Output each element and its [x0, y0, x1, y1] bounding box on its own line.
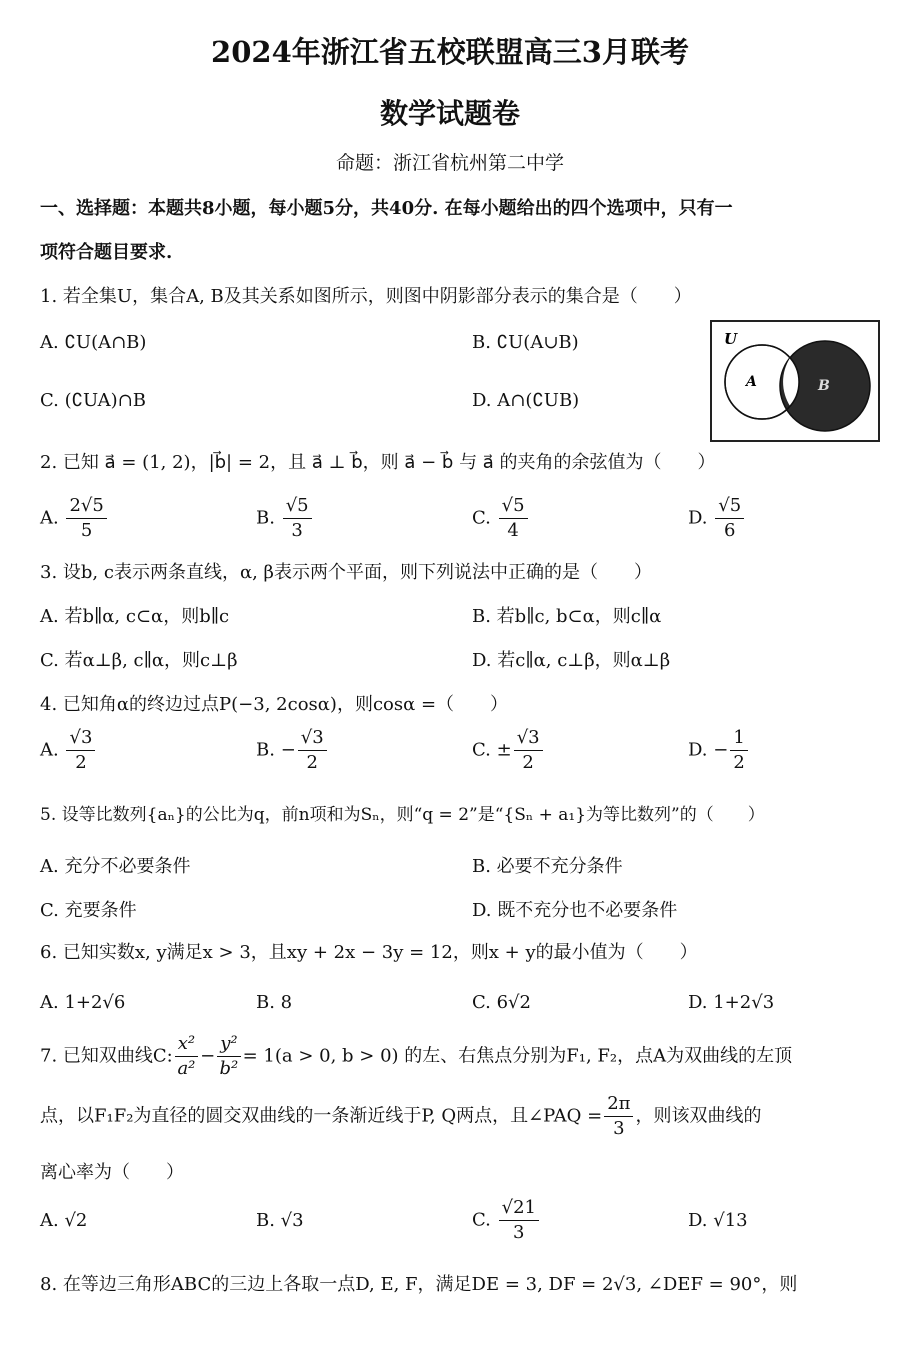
- q6-option-a: A. 1+2√6: [40, 992, 126, 1013]
- q4-stem: 4. 已知角α的终边过点P(−3, 2cosα)，则cosα =（ ）: [40, 694, 509, 715]
- q2-option-a: A. $\frac{2√5}{5}$: [40, 494, 109, 543]
- section-heading-line1: 一、选择题：本题共8小题，每小题5分，共40分. 在每小题给出的四个选项中，只有一: [40, 198, 733, 219]
- q4-option-c: C. ± $\frac{√3}{2}$: [472, 726, 545, 775]
- exam-title: 2024年浙江省五校联盟高三3月联考: [211, 35, 689, 69]
- q2-option-c: C. $\frac{√5}{4}$: [472, 494, 530, 543]
- venn-label-a: A: [746, 374, 757, 390]
- exam-subtitle: 数学试题卷: [379, 97, 520, 130]
- q7-stem-line2: 点，以F₁F₂为直径的圆交双曲线的一条渐近线于P, Q两点，且∠PAQ = $\frac{2\pi}{3}$ ，则该双曲线的: [40, 1093, 762, 1139]
- q6-option-d: D. 1+2√3: [688, 992, 775, 1013]
- q1-option-d: D. A∩(∁UB): [472, 390, 580, 411]
- q7-option-b: B. √3: [256, 1210, 304, 1231]
- q4-option-d: D. − $\frac{1}{2}$: [688, 726, 750, 775]
- q4-option-a: A. $\frac{√3}{2}$: [40, 726, 97, 775]
- venn-label-u: U: [724, 330, 738, 348]
- q1-stem: 1. 若全集U，集合A, B及其关系如图所示，则图中阴影部分表示的集合是（ ）: [40, 286, 692, 307]
- q3-option-a: A. 若b∥α, c⊂α，则b∥c: [40, 606, 230, 627]
- venn-diagram: [710, 320, 880, 442]
- q3-option-c: C. 若α⊥β, c∥α，则c⊥β: [40, 650, 238, 671]
- q5-option-c: C. 充要条件: [40, 900, 137, 921]
- q5-option-d: D. 既不充分也不必要条件: [472, 900, 678, 921]
- q7-option-a: A. √2: [40, 1210, 88, 1231]
- q5-option-b: B. 必要不充分条件: [472, 856, 623, 877]
- q1-option-a: A. ∁U(A∩B): [40, 332, 147, 353]
- q5-stem: 5. 设等比数列{aₙ}的公比为q，前n项和为Sₙ，则“q = 2”是“{Sₙ + a₁}为等比数列”的（ ）: [40, 805, 765, 825]
- q3-stem: 3. 设b, c表示两条直线，α, β表示两个平面，则下列说法中正确的是（ ）: [40, 562, 652, 583]
- q3-option-d: D. 若c∥α, c⊥β，则α⊥β: [472, 650, 671, 671]
- q6-option-c: C. 6√2: [472, 992, 531, 1013]
- q1-option-c: C. (∁UA)∩B: [40, 390, 146, 411]
- q2-stem: 2. 已知 a⃗ = (1, 2)，|b⃗| = 2，且 a⃗ ⊥ b⃗，则 a⃗ − b⃗ 与 a⃗ 的夹角的余弦值为（ ）: [40, 452, 716, 473]
- q7-option-c: C. $\frac{√21}{3}$: [472, 1196, 541, 1245]
- venn-label-b: B: [818, 378, 830, 394]
- section-heading-line2: 项符合题目要求.: [40, 242, 173, 263]
- q2-option-d: D. $\frac{√5}{6}$: [688, 494, 746, 543]
- q5-option-a: A. 充分不必要条件: [40, 856, 191, 877]
- q2-option-b: B. $\frac{√5}{3}$: [256, 494, 314, 543]
- q3-option-b: B. 若b∥c, b⊂α，则c∥α: [472, 606, 662, 627]
- exam-author: 命题：浙江省杭州第二中学: [335, 152, 564, 174]
- q6-stem: 6. 已知实数x, y满足x > 3，且xy + 2x − 3y = 12，则x + y的最小值为（ ）: [40, 942, 698, 963]
- q8-stem: 8. 在等边三角形ABC的三边上各取一点D, E, F，满足DE = 3, DF = 2√3, ∠DEF = 90°，则: [40, 1274, 798, 1295]
- q4-option-b: B. − $\frac{√3}{2}$: [256, 726, 329, 775]
- q6-option-b: B. 8: [256, 992, 293, 1013]
- q7-stem-line3: 离心率为（ ）: [40, 1162, 184, 1183]
- q1-option-b: B. ∁U(A∪B): [472, 332, 579, 353]
- q7-option-d: D. √13: [688, 1210, 748, 1231]
- q7-stem-line1: 7. 已知双曲线C: $\frac{\text{x²}}{\text{a²}}$ − $\frac{\text{y²}}{\text{b²}}$ = 1(a > 0, b > 0) 的左、右焦点分别为F₁, F₂，点A为双曲线的左顶: [40, 1033, 793, 1079]
